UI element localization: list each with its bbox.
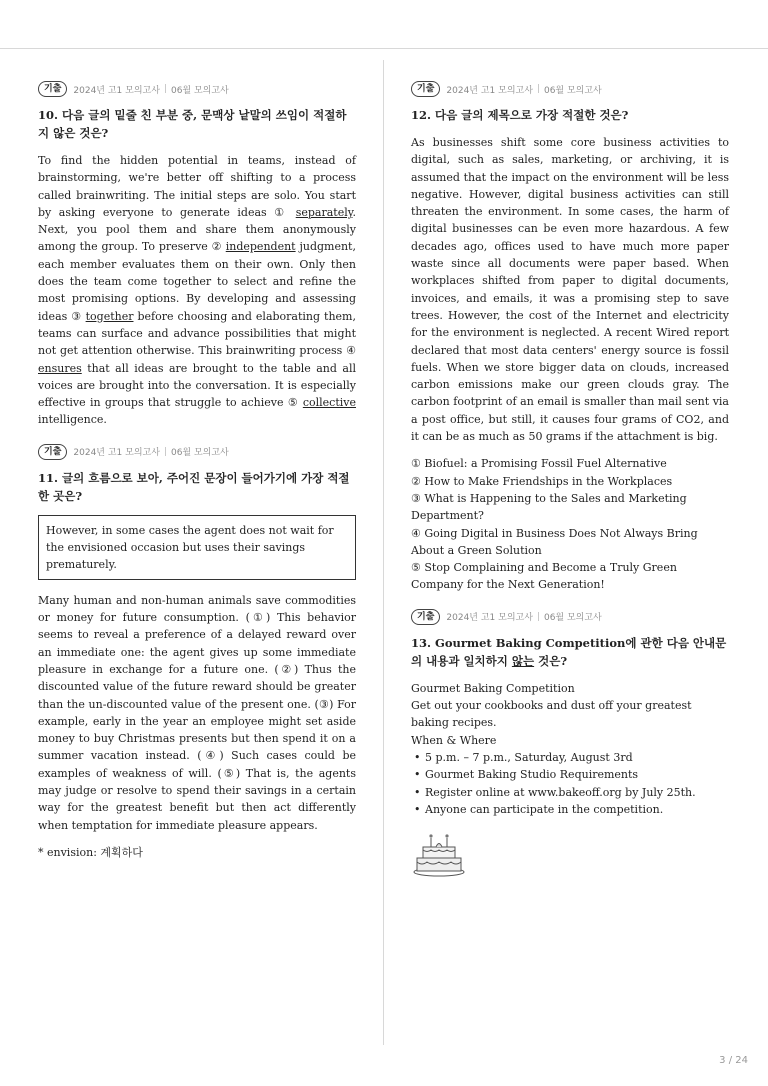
header-rule (0, 48, 768, 49)
passage: Many human and non-human animals save commodities or money for future consumption. (①) This behavior seems to reveal a preference of a delayed reward over an immediate one: the agent gives up some immediate pleasure in exchange for a future one. (②) Thus the discounted value of the future reward should be greater than the un-discounted value of the present one. (③) For example, early in the year an employee might set aside money to buy Christmas presents but then spend it on a summer vacation instead. (④) Such cases could be examples of weakness of will. (⑤) That is, the agents may judge or resolve to spend their savings in a certain way for the greatest benefit but then act differently when temptation for immediate pleasure appears. (38, 593, 356, 832)
list-item: • Gourmet Baking Studio Requirements (411, 766, 729, 783)
notice-intro: Get out your cookbooks and dust off your greatest baking recipes. (411, 699, 692, 730)
question-title: 10. 다음 글의 밑줄 친 부분 중, 문맥상 낱말의 쓰임이 적절하지 않은 것은? (38, 108, 347, 140)
exam-month: 06월 모의고사 (170, 85, 229, 96)
list-item: • Register online at www.bakeoff.org by July 25th. (411, 784, 729, 801)
underlined-word-3: together (85, 309, 134, 323)
underlined-word-5: collective (302, 396, 356, 410)
option-5[interactable]: ⑤ Stop Complaining and Become a Truly Green Company for the Next Generation! (411, 561, 677, 592)
option-3[interactable]: ③ What is Happening to the Sales and Marketing Department? (411, 491, 687, 523)
question-13 (411, 608, 729, 878)
answer-options (411, 455, 729, 593)
question-10 (38, 80, 356, 429)
left-column (38, 80, 356, 875)
source-badge: 기출 (38, 444, 67, 460)
underlined-word-4: ensures (38, 361, 82, 375)
source-badge: 기출 (411, 81, 440, 97)
exam-tagline: 기출 2024년 고1 모의고사 | 06월 모의고사 (411, 608, 729, 626)
source-badge: 기출 (411, 609, 440, 625)
exam-month: 06월 모의고사 (543, 613, 602, 624)
underlined-word-2: independent (225, 240, 296, 254)
notice-when-where: When & Where (411, 733, 497, 747)
given-sentence-box: However, in some cases the agent does not wait for the envisioned occasion but uses their savings prematurely. (38, 515, 356, 580)
notice-heading: Gourmet Baking Competition (411, 681, 575, 695)
question-title: 11. 글의 흐름으로 보아, 주어진 문장이 들어가기에 가장 적절한 곳은? (38, 470, 350, 503)
exam-year: 2024년 고1 모의고사 (446, 85, 533, 96)
footnote: * envision: 계획하다 (38, 845, 143, 859)
option-2[interactable]: ② How to Make Friendships in the Workplaces (411, 474, 673, 488)
exam-year: 2024년 고1 모의고사 (73, 85, 160, 96)
exam-month: 06월 모의고사 (543, 85, 602, 96)
passage: To find the hidden potential in teams, instead of brainstorming, we're better off shifting to a process called brainwriting. The initial steps are solo. You start by asking everyone to generate ideas ① separately. Next, you pool them and share them anonymously among the group. To preserve ② independent judgment, each member evaluates them on their own. Only then does the team come together to select and refine the most promising options. By developing and assessing ideas ③ together before choosing and elaborating them, teams can surface and advance possibilities that might not get attention otherwise. This brainwriting process ④ ensures that all ideas are brought to the table and all voices are brought into the conversation. It is especially effective in groups that struggle to achieve ⑤ collective intelligence. (38, 154, 356, 427)
exam-tagline: 기출 2024년 고1 모의고사 | 06월 모의고사 (38, 80, 356, 98)
question-11 (38, 443, 356, 861)
passage: As businesses shift some core business activities to digital, such as sales, marketing, or archiving, it is assumed that the impact on the environment will be less negative. However, digital business activities can still threaten the environment. In some cases, the harm of digital businesses can be even more hazardous. A few decades ago, offices used to have much more paper waste since all documents were paper based. When workplaces shifted from paper to digital documents, invoices, and emails, it was a promising step to save trees. However, the cost of the Internet and electricity for the environment is neglected. A recent Wired report declared that most data centers' energy source is fossil fuels. When we store bigger data on clouds, increased carbon emissions make our green clouds gray. The carbon footprint of an email is smaller than mail sent via a post office, but still, it causes four grams of CO2, and it can be as much as 50 grams if the attachment is big. (411, 136, 729, 444)
exam-tagline: 기출 2024년 고1 모의고사 | 06월 모의고사 (38, 443, 356, 461)
source-badge: 기출 (38, 81, 67, 97)
column-divider (383, 60, 384, 1045)
list-item: • Anyone can participate in the competition. (411, 801, 729, 818)
right-column (411, 80, 729, 892)
exam-month: 06월 모의고사 (170, 448, 229, 459)
underlined-word-1: separately (295, 205, 353, 219)
page-number: 3 / 24 (719, 1055, 748, 1066)
list-item: • 5 p.m. – 7 p.m., Saturday, August 3rd (411, 749, 729, 766)
exam-year: 2024년 고1 모의고사 (73, 448, 160, 459)
option-1[interactable]: ① Biofuel: a Promising Fossil Fuel Alternative (411, 457, 667, 471)
underlined-word: 않는 (511, 653, 535, 668)
notice-list (411, 749, 729, 818)
cake-illustration (411, 832, 467, 878)
question-title: 12. 다음 글의 제목으로 가장 적절한 것은? (411, 108, 629, 122)
exam-tagline: 기출 2024년 고1 모의고사 | 06월 모의고사 (411, 80, 729, 98)
option-4[interactable]: ④ Going Digital in Business Does Not Always Bring About a Green Solution (411, 526, 698, 557)
question-12 (411, 80, 729, 594)
exam-year: 2024년 고1 모의고사 (446, 613, 533, 624)
question-title: 13. Gourmet Baking Competition에 관한 다음 안내문의 내용과 일치하지 않는 것은? (411, 635, 727, 668)
